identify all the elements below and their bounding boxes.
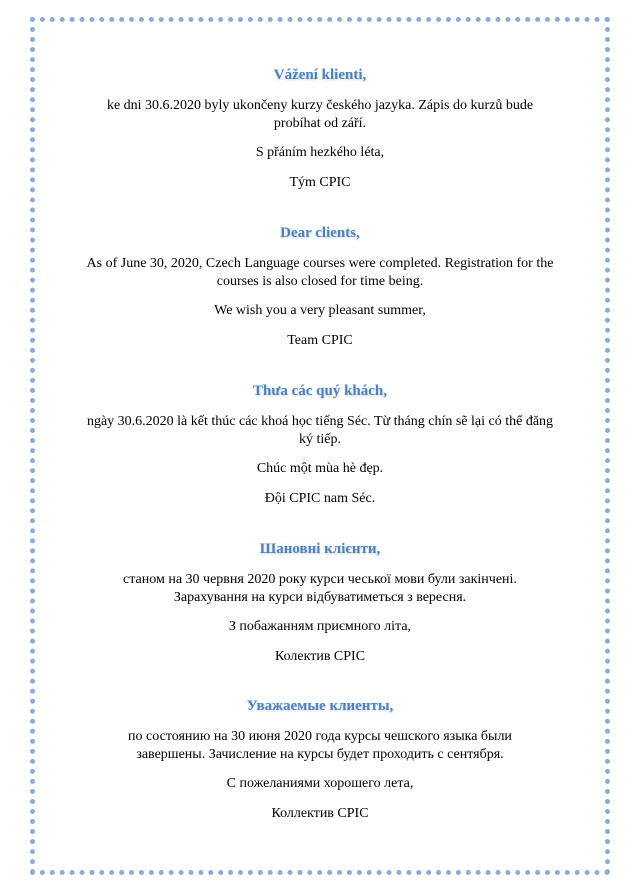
- section-signature: Tým CPIC: [289, 175, 351, 190]
- section-heading: Уважаемые клиенты,: [246, 698, 394, 714]
- section-heading: Thưa các quý khách,: [252, 383, 388, 399]
- section-greeting: S přáním hezkého léta,: [255, 145, 385, 160]
- section-body: As of June 30, 2020, Czech Language courses were completed. Registration for the courses is also closed for time being.: [86, 256, 554, 289]
- section-signature: Колектив CPIC: [274, 649, 366, 664]
- notice-section-czech: [40, 66, 600, 192]
- notice-section-vietnamese: [40, 382, 600, 508]
- section-body: ke dni 30.6.2020 byly ukončeny kurzy českého jazyka. Zápis do kurzů bude probíhat od září.: [106, 98, 534, 131]
- section-signature: Team CPIC: [287, 333, 353, 348]
- notice-section-russian: [40, 697, 600, 823]
- section-heading: Vážení klienti,: [273, 67, 367, 83]
- notice-section-ukrainian: [40, 540, 600, 666]
- section-greeting: We wish you a very pleasant summer,: [214, 303, 426, 318]
- notice-section-english: [40, 224, 600, 350]
- section-greeting: С пожеланиями хорошего лета,: [226, 776, 414, 791]
- section-heading: Шановні клієнти,: [259, 541, 381, 557]
- section-body: по состоянию на 30 июня 2020 года курсы чешского языка были завершены. Зачисление на курсы будет проходить с сентября.: [128, 729, 512, 762]
- section-greeting: Chúc một mùa hè đẹp.: [256, 461, 384, 476]
- section-body: станом на 30 червня 2020 року курси чеської мови були закінчені. Зарахування на курси відбуватиметься з вересня.: [123, 572, 517, 605]
- section-signature: Коллектив CPIC: [271, 806, 369, 821]
- section-greeting: З побажанням приємного літа,: [228, 619, 412, 634]
- section-body: ngày 30.6.2020 là kết thúc các khoá học tiếng Séc. Từ tháng chín sẽ lại có thể đăng ký tiếp.: [86, 414, 554, 447]
- section-heading: Dear clients,: [280, 225, 360, 241]
- section-signature: Đội CPIC nam Séc.: [264, 491, 376, 506]
